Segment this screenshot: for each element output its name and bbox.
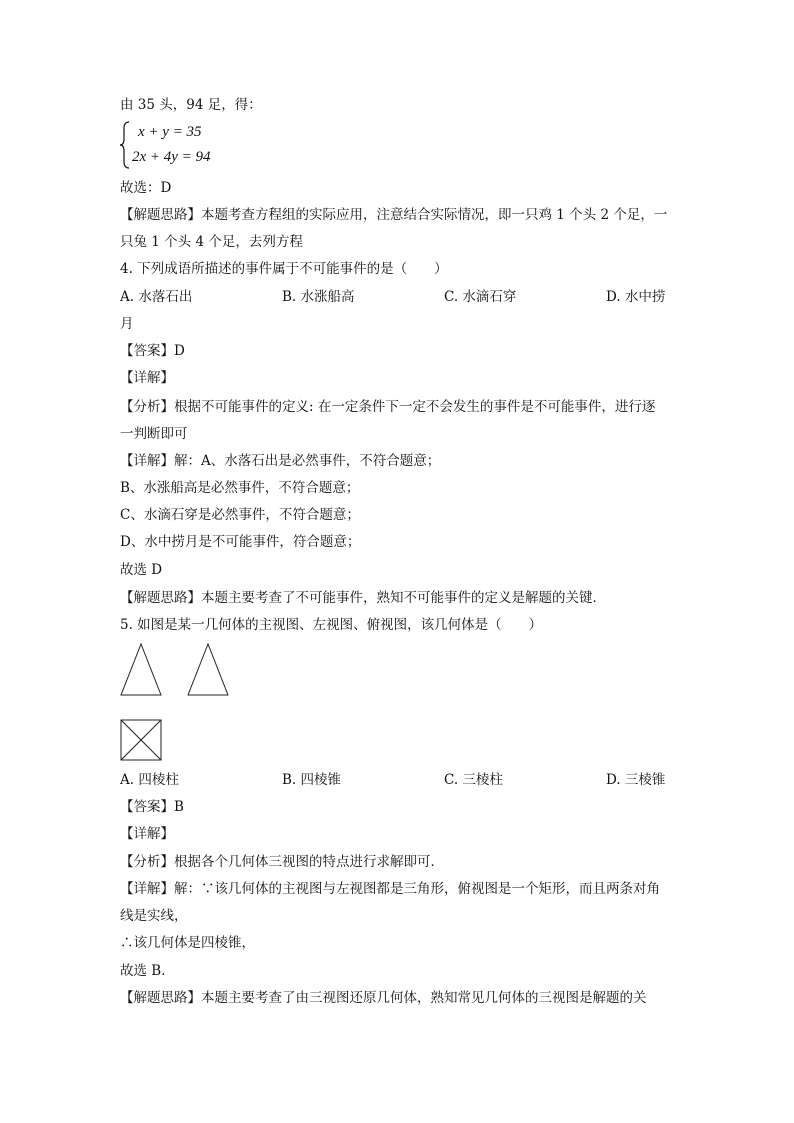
text-line: 【分析】根据各个几何体三视图的特点进行求解即可． <box>120 854 444 870</box>
answer-label: 【答案】B <box>120 799 184 815</box>
text-line: 只兔 1 个头 4 个足，去列方程 <box>120 234 303 250</box>
text-line: 故选：D <box>120 180 172 196</box>
text-line: 【详解】解：∵该几何体的主视图与左视图都是三角形，俯视图是一个矩形，而且两条对角 <box>120 881 660 897</box>
text-line: 故选 D <box>120 562 163 578</box>
detail-label: 【详解】 <box>120 370 174 386</box>
left-brace-icon <box>119 120 131 170</box>
text-line: ∴该几何体是四棱锥， <box>120 935 255 951</box>
q5-option-c: C. 三棱柱 <box>444 772 503 788</box>
equation-1: x + y = 35 <box>138 124 202 140</box>
q5-option-a: A. 四棱柱 <box>120 772 179 788</box>
q4-option-b: B. 水涨船高 <box>282 289 355 305</box>
text-line: 一判断即可 <box>120 426 188 442</box>
question-5: 5. 如图是某一几何体的主视图、左视图、俯视图，该几何体是（ ） <box>120 617 543 633</box>
side-view-triangle-icon <box>186 642 230 698</box>
text-line: 【解题思路】本题主要考查了由三视图还原几何体，熟知常见几何体的三视图是解题的关 <box>120 990 647 1006</box>
top-view-square-icon <box>119 718 163 762</box>
q4-option-a: A. 水落石出 <box>120 289 193 305</box>
text-line: 【分析】根据不可能事件的定义: 在一定条件下一定不会发生的事件是不可能事件，进行逐 <box>120 399 656 415</box>
q5-option-b: B. 四棱锥 <box>282 772 342 788</box>
q4-option-d: D. 水中捞 <box>606 289 666 305</box>
front-view-triangle-icon <box>119 642 163 698</box>
text-line: 月 <box>120 316 134 332</box>
text-line: 线是实线， <box>120 908 188 924</box>
answer-label: 【答案】D <box>120 343 185 359</box>
equation-2: 2x + 4y = 94 <box>132 149 211 165</box>
text-line: 由 35 头，94 足，得： <box>120 97 262 113</box>
detail-label: 【详解】 <box>120 826 174 842</box>
q4-option-c: C. 水滴石穿 <box>444 289 517 305</box>
question-4: 4. 下列成语所描述的事件属于不可能事件的是（ ） <box>120 261 448 277</box>
text-line: 【详解】解：A、水落石出是必然事件，不符合题意； <box>120 453 441 469</box>
text-line: B、水涨船高是必然事件，不符合题意； <box>120 480 360 496</box>
text-line: 【解题思路】本题考查方程组的实际应用，注意结合实际情况，即一只鸡 1 个头 2 个足，一 <box>120 207 668 223</box>
text-line: D、水中捞月是不可能事件，符合题意； <box>120 534 361 550</box>
text-line: 故选 B． <box>120 963 175 979</box>
text-line: C、水滴石穿是必然事件，不符合题意； <box>120 507 360 523</box>
q5-option-d: D. 三棱锥 <box>606 772 666 788</box>
text-line: 【解题思路】本题主要考查了不可能事件，熟知不可能事件的定义是解题的关键． <box>120 590 606 606</box>
